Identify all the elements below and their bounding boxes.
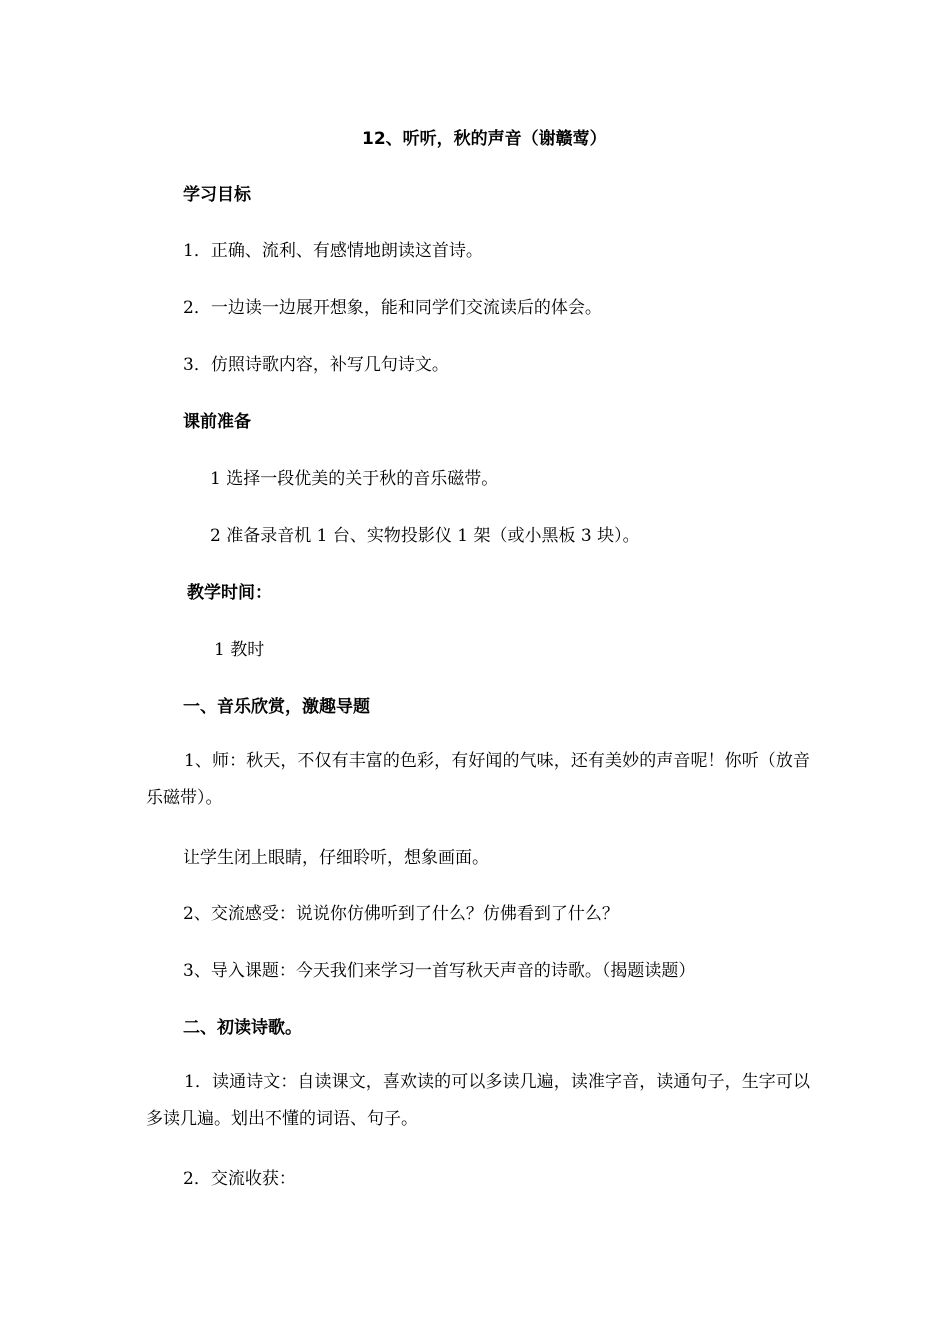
time-heading: 教学时间： (187, 583, 272, 603)
part1-paragraph-1: 1、师：秋天，不仅有丰富的色彩，有好闻的气味，还有美妙的声音呢！你听（放音乐磁带）。 (146, 751, 810, 808)
goal-item-1: 1．正确、流利、有感情地朗读这首诗。 (183, 241, 483, 261)
preparation-item-2: 2 准备录音机 1 台、实物投影仪 1 架（或小黑板 3 块）。 (210, 526, 640, 546)
part1-paragraph-3: 2、交流感受：说说你仿佛听到了什么？仿佛看到了什么？ (183, 904, 619, 924)
document-title: 12、听听，秋的声音（谢赣莺） (362, 129, 607, 149)
part1-paragraph-4: 3、导入课题：今天我们来学习一首写秋天声音的诗歌。（揭题读题） (183, 961, 696, 981)
part1-paragraph-2: 让学生闭上眼睛，仔细聆听，想象画面。 (183, 848, 489, 868)
goal-item-3: 3．仿照诗歌内容，补写几句诗文。 (183, 355, 449, 375)
part1-heading: 一、音乐欣赏，激趣导题 (183, 697, 370, 717)
part2-heading: 二、初读诗歌。 (183, 1018, 302, 1038)
part2-paragraph-2: 2．交流收获： (183, 1169, 296, 1189)
preparation-heading: 课前准备 (183, 412, 251, 432)
time-value: 1 教时 (214, 640, 265, 660)
goal-item-2: 2．一边读一边展开想象，能和同学们交流读后的体会。 (183, 298, 602, 318)
goals-heading: 学习目标 (183, 185, 251, 205)
preparation-item-1: 1 选择一段优美的关于秋的音乐磁带。 (210, 469, 499, 489)
part2-paragraph-1: 1．读通诗文：自读课文，喜欢读的可以多读几遍，读准字音，读通句子，生字可以多读几遍。划出不懂的词语、句子。 (146, 1072, 810, 1129)
